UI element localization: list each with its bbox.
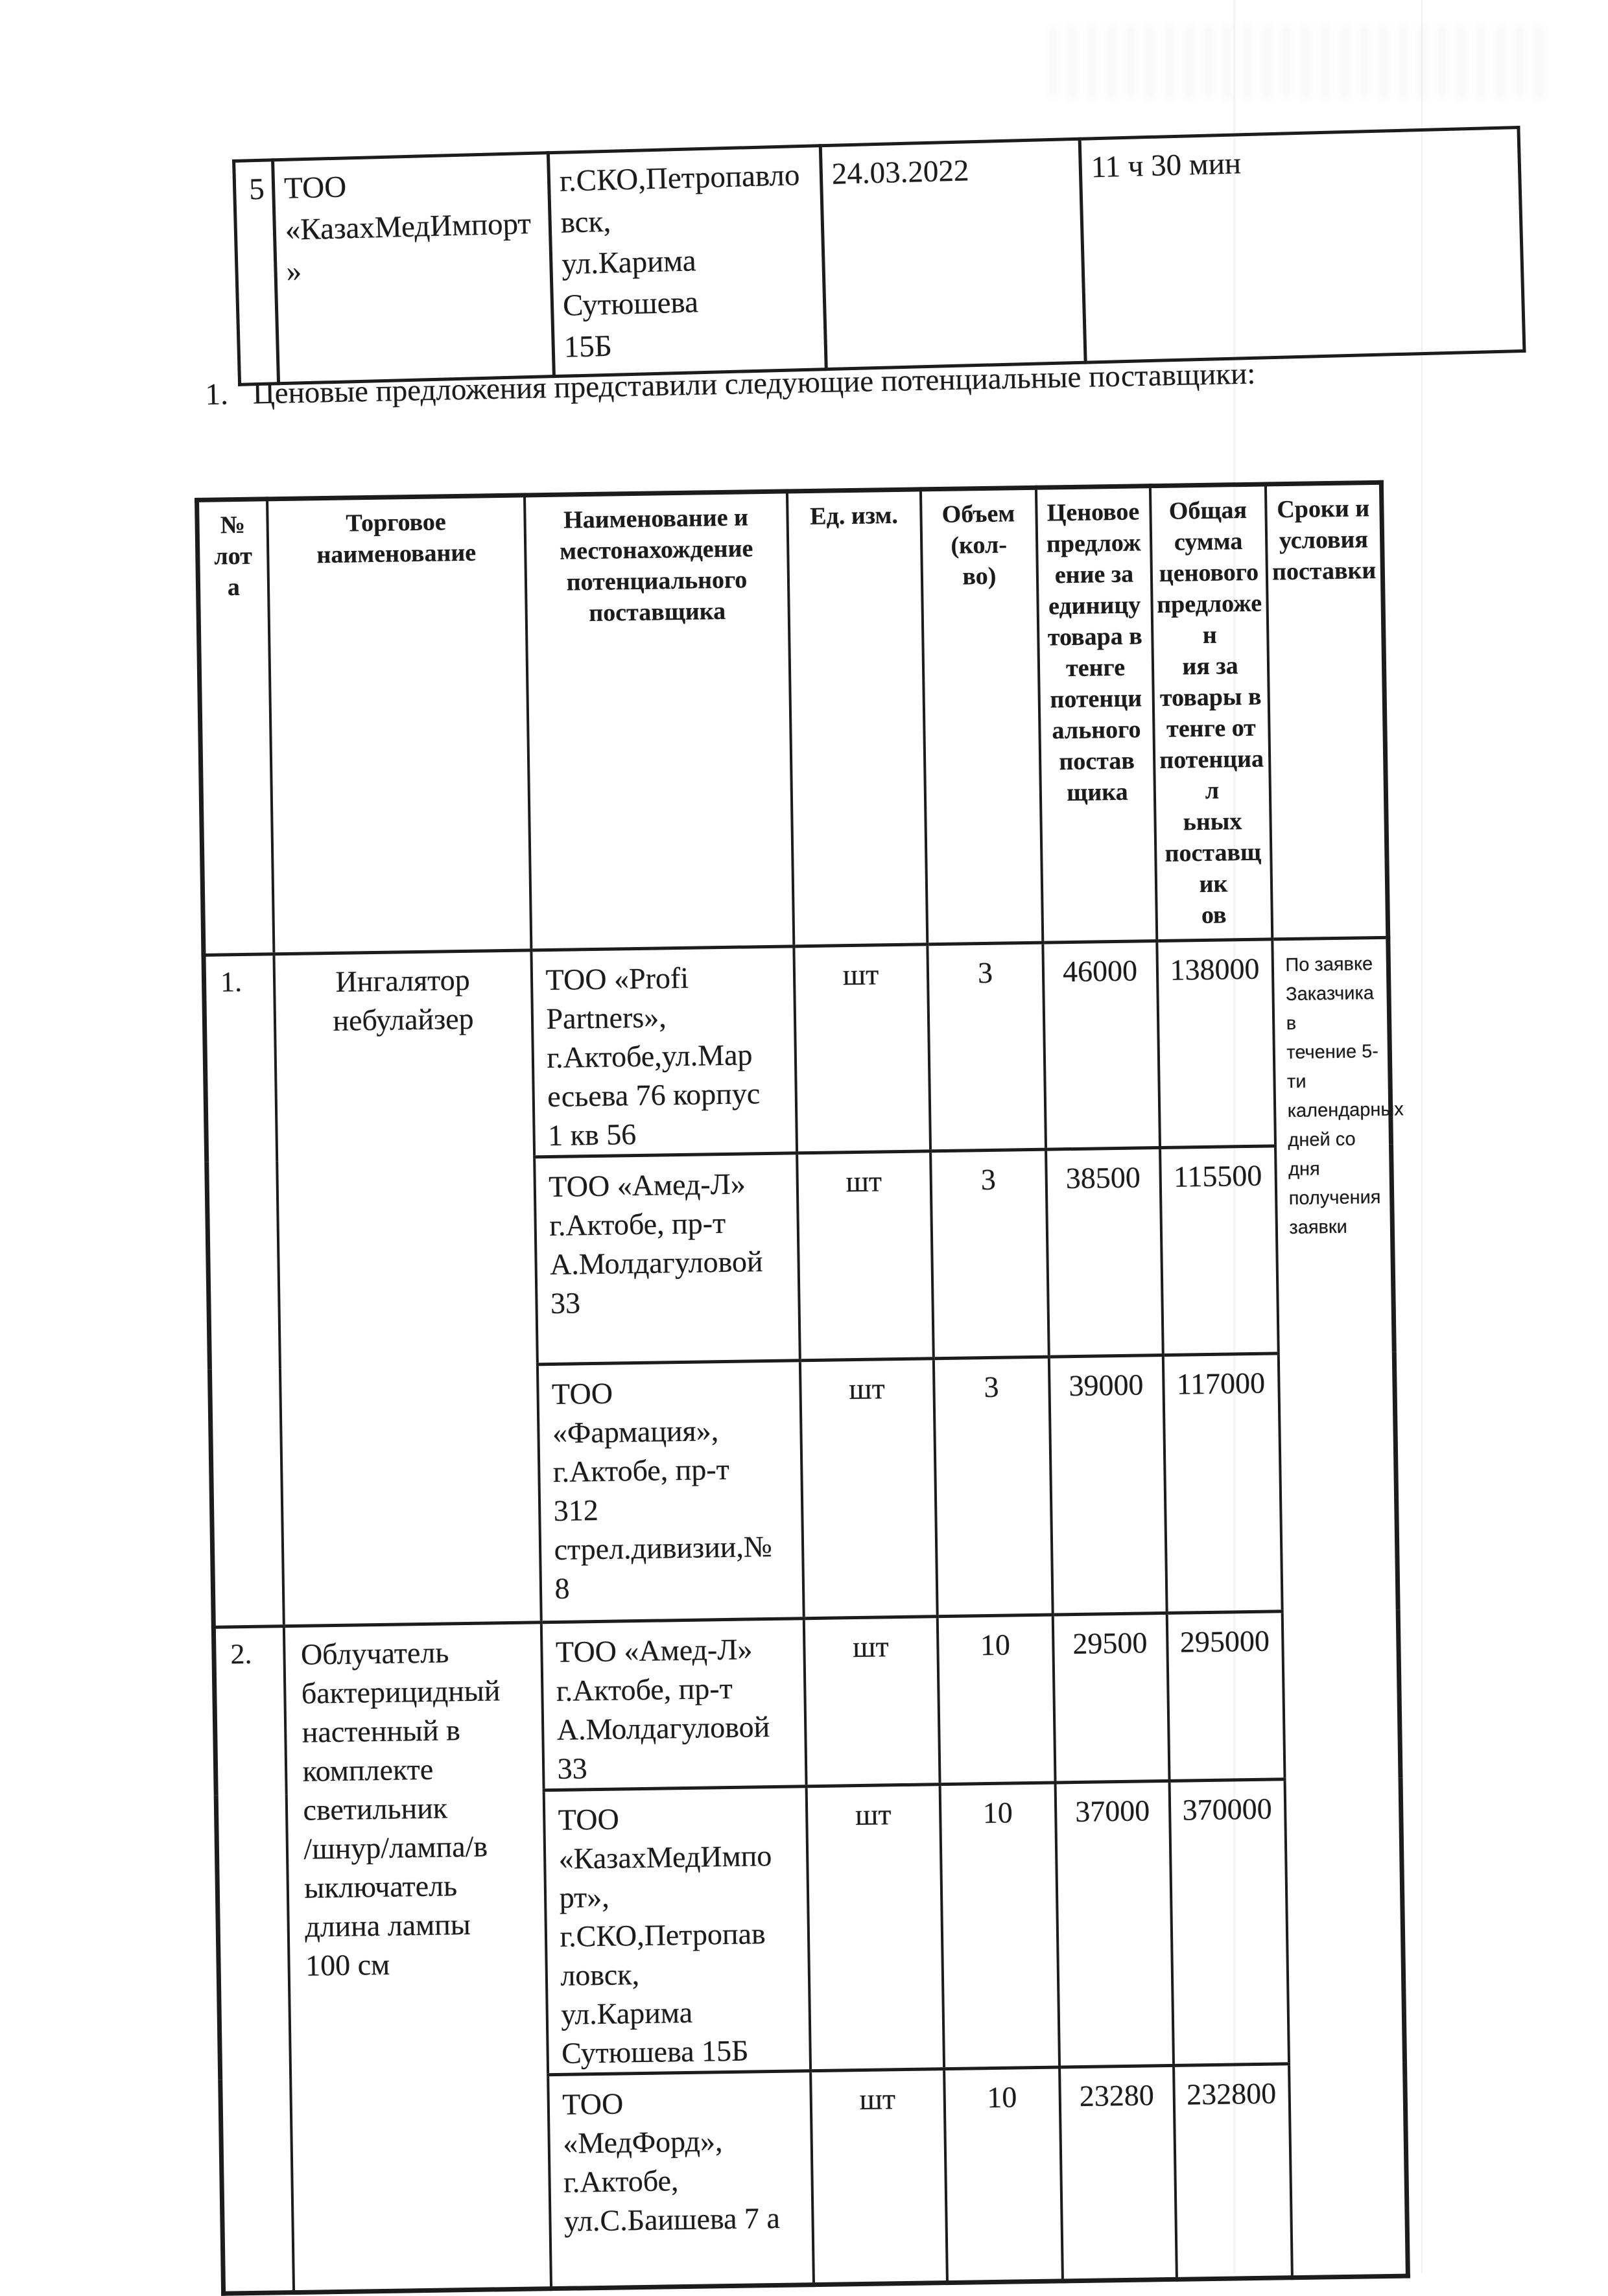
col-header-trade-name: Торговое наименование	[267, 495, 531, 954]
unit-value: шт	[797, 1151, 934, 1361]
price-offers-table	[195, 480, 1410, 2296]
quantity-value: 10	[940, 1783, 1059, 2069]
submission-date: 24.03.2022	[820, 139, 1085, 369]
unit-price-value: 38500	[1046, 1148, 1163, 1357]
unit-price-value: 46000	[1043, 941, 1160, 1150]
product-name: Ингалятор небулайзер	[274, 950, 541, 1626]
heading-number: 1.	[205, 377, 229, 412]
col-header-lot-number: № лот а	[197, 499, 274, 955]
unit-price-value: 37000	[1055, 1781, 1173, 2067]
quantity-value: 3	[927, 943, 1046, 1151]
delivery-terms-text: По заявке Заказчика в течение 5-ти календарных дней со дня получения заявки	[1272, 937, 1408, 2277]
unit-value: шт	[810, 2069, 947, 2285]
total-sum-value: 295000	[1166, 1611, 1284, 1781]
applicants-registration-table	[232, 126, 1526, 386]
total-sum-value: 232800	[1174, 2064, 1292, 2280]
quantity-value: 3	[930, 1149, 1049, 1359]
col-header-total-sum: Общая сумма ценового предложен ия за товары в тенге от потенциал ьных поставщик ов	[1150, 484, 1271, 941]
col-header-quantity: Объем (кол- во)	[920, 487, 1042, 944]
submission-time: 11 ч 30 мин	[1080, 128, 1524, 363]
table-row	[204, 937, 1391, 1162]
total-sum-value: 138000	[1157, 939, 1275, 1148]
supplier-name-address: ТОО «Амед-Л» г.Актобе, пр-т А.Молдагуловой 33	[534, 1153, 800, 1365]
quantity-value: 10	[944, 2067, 1063, 2283]
supplier-address: г.СКО,Петропавловск, ул.Карима Сутюшева 15Б	[548, 146, 826, 377]
heading-text: Ценовые предложения представили следующие потенциальные поставщики:	[252, 357, 1256, 411]
table-row	[234, 128, 1524, 385]
unit-value: шт	[803, 1617, 940, 1786]
supplier-name-address: ТОО «Амед-Л» г.Актобе, пр-т А.Молдагуловой 33	[541, 1619, 806, 1790]
unit-price-value: 39000	[1048, 1355, 1166, 1615]
supplier-name: ТОО «КазахМедИмпорт»	[273, 153, 554, 384]
table-row	[213, 1610, 1401, 1795]
product-name: Облучатель бактерицидный настенный в комплекте светильник /шнур/лампа/в ыключатель длина лампы 100 см	[283, 1622, 550, 2293]
unit-value: шт	[799, 1359, 937, 1619]
scan-smudge	[1050, 25, 1556, 99]
total-sum-value: 370000	[1169, 1779, 1288, 2066]
unit-price-value: 29500	[1052, 1613, 1169, 1783]
supplier-name-address: ТОО «КазахМедИмпо рт», г.СКО,Петропав ловск, ул.Карима Сутюшева 15Б	[543, 1786, 810, 2075]
total-sum-value: 117000	[1163, 1353, 1282, 1613]
unit-value: шт	[806, 1785, 943, 2071]
quantity-value: 10	[937, 1615, 1055, 1785]
col-header-unit-price: Ценовое предлож ение за единицу товара в тенге потенци ального постав щика	[1035, 486, 1156, 943]
col-header-delivery-terms: Сроки и условия поставки	[1265, 482, 1388, 939]
supplier-name-address: ТОО «МедФорд», г.Актобе, ул.С.Баишева 7 а	[548, 2071, 814, 2289]
lot-number: 2.	[213, 1626, 293, 2293]
quantity-value: 3	[933, 1357, 1052, 1617]
supplier-name-address: ТОО «Profi Partners», г.Актобе,ул.Мар есьева 76 корпус 1 кв 56	[531, 946, 797, 1157]
unit-price-value: 23280	[1059, 2065, 1177, 2281]
header-row	[197, 482, 1388, 955]
row-number: 5	[234, 160, 279, 384]
col-header-unit: Ед. изм.	[786, 489, 927, 946]
col-header-supplier-name-location: Наименование и местонахождение потенциального поставщика	[524, 491, 793, 950]
unit-value: шт	[794, 944, 930, 1153]
lot-number: 1.	[204, 954, 283, 1627]
supplier-name-address: ТОО «Фармация», г.Актобе, пр-т 312 стрел.дивизии,№ 8	[537, 1361, 803, 1622]
total-sum-value: 115500	[1160, 1146, 1279, 1355]
